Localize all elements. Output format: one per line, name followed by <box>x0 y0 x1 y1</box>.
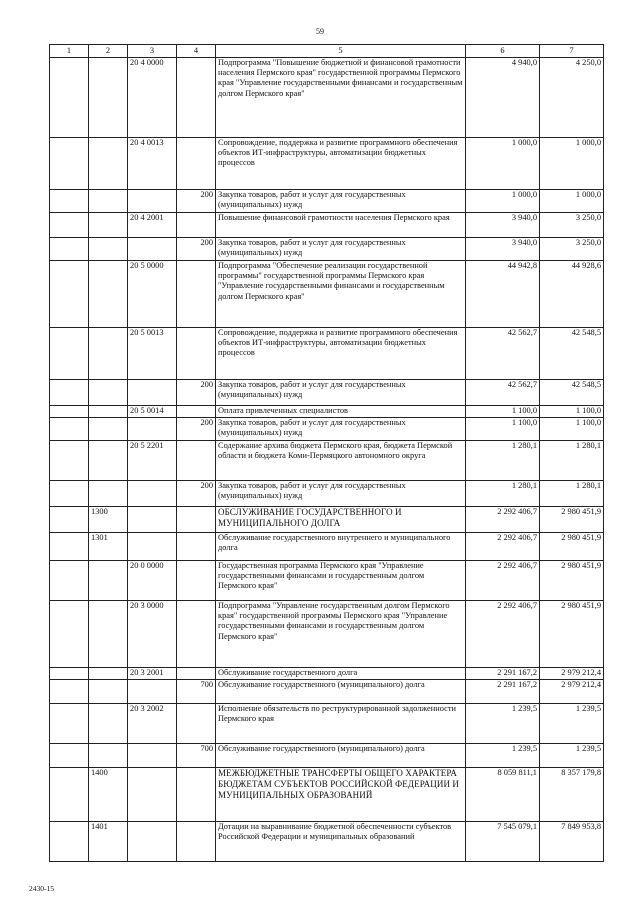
section-cell <box>50 481 89 507</box>
table-row <box>50 507 604 533</box>
document-code: 2430-15 <box>29 884 54 893</box>
section-cell <box>50 768 89 822</box>
table-row <box>50 58 604 138</box>
target-code-cell: 20 3 2001 <box>128 668 177 680</box>
amount-year2-cell: 8 357 179,8 <box>540 768 604 822</box>
amount-year1-cell: 1 239,5 <box>466 744 540 768</box>
description-cell: Закупка товаров, работ и услуг для государственных (муниципальных) нужд <box>216 418 466 441</box>
description-cell: Дотации на выравнивание бюджетной обеспеченности субъектов Российской Федерации и муниципальных образований <box>216 822 466 862</box>
description-cell: Закупка товаров, работ и услуг для государственных (муниципальных) нужд <box>216 380 466 406</box>
expense-type-cell <box>177 58 216 138</box>
section-cell <box>50 138 89 190</box>
amount-year2-cell: 1 000,0 <box>540 190 604 213</box>
table-row <box>50 822 604 862</box>
table-row <box>50 704 604 744</box>
subsection-cell <box>89 406 128 418</box>
subsection-cell <box>89 601 128 668</box>
expense-type-cell <box>177 533 216 561</box>
description-cell: Обслуживание государственного (муниципального) долга <box>216 744 466 768</box>
amount-year2-cell: 2 979 212,4 <box>540 668 604 680</box>
header-cell: 4 <box>177 45 216 58</box>
table-row <box>50 380 604 406</box>
amount-year1-cell: 42 562,7 <box>466 380 540 406</box>
table-row <box>50 418 604 441</box>
table-row <box>50 668 604 680</box>
expense-type-cell: 200 <box>177 190 216 213</box>
expense-type-cell <box>177 138 216 190</box>
target-code-cell: 20 5 0013 <box>128 328 177 380</box>
amount-year1-cell: 3 940,0 <box>466 238 540 261</box>
section-cell <box>50 328 89 380</box>
subsection-cell <box>89 58 128 138</box>
subsection-cell <box>89 213 128 238</box>
description-cell: Государственная программа Пермского края "Управление государственными финансами и государственным долгом Пермского края" <box>216 561 466 601</box>
table-row <box>50 138 604 190</box>
table-row <box>50 561 604 601</box>
amount-year1-cell: 1 280,1 <box>466 441 540 481</box>
target-code-cell <box>128 190 177 213</box>
amount-year1-cell: 8 059 811,1 <box>466 768 540 822</box>
amount-year2-cell: 1 280,1 <box>540 441 604 481</box>
expense-type-cell <box>177 507 216 533</box>
amount-year2-cell: 1 000,0 <box>540 138 604 190</box>
table-row <box>50 533 604 561</box>
amount-year1-cell: 1 000,0 <box>466 138 540 190</box>
subsection-cell <box>89 481 128 507</box>
section-cell <box>50 213 89 238</box>
subsection-cell <box>89 380 128 406</box>
section-cell <box>50 507 89 533</box>
expense-type-cell <box>177 768 216 822</box>
section-cell <box>50 561 89 601</box>
amount-year2-cell: 2 980 451,9 <box>540 533 604 561</box>
amount-year1-cell: 2 291 167,2 <box>466 668 540 680</box>
amount-year2-cell: 3 250,0 <box>540 213 604 238</box>
target-code-cell <box>128 822 177 862</box>
amount-year1-cell: 42 562,7 <box>466 328 540 380</box>
section-cell <box>50 680 89 704</box>
description-cell: Закупка товаров, работ и услуг для государственных (муниципальных) нужд <box>216 481 466 507</box>
amount-year2-cell: 44 928,6 <box>540 261 604 328</box>
description-cell: ОБСЛУЖИВАНИЕ ГОСУДАРСТВЕННОГО И МУНИЦИПАЛЬНОГО ДОЛГА <box>216 507 466 533</box>
expense-type-cell <box>177 406 216 418</box>
table-row <box>50 744 604 768</box>
amount-year1-cell: 7 545 079,1 <box>466 822 540 862</box>
subsection-cell: 1400 <box>89 768 128 822</box>
description-cell: Повышение финансовой грамотности населения Пермского края <box>216 213 466 238</box>
subsection-cell <box>89 561 128 601</box>
expense-type-cell <box>177 441 216 481</box>
description-cell: Обслуживание государственного долга <box>216 668 466 680</box>
description-cell: Закупка товаров, работ и услуг для государственных (муниципальных) нужд <box>216 190 466 213</box>
target-code-cell: 20 5 0014 <box>128 406 177 418</box>
expense-type-cell <box>177 328 216 380</box>
subsection-cell <box>89 668 128 680</box>
target-code-cell <box>128 744 177 768</box>
subsection-cell <box>89 418 128 441</box>
header-cell: 6 <box>466 45 540 58</box>
amount-year1-cell: 2 292 406,7 <box>466 533 540 561</box>
table-row <box>50 601 604 668</box>
section-cell <box>50 406 89 418</box>
subsection-cell <box>89 328 128 380</box>
section-cell <box>50 533 89 561</box>
section-cell <box>50 418 89 441</box>
table-row <box>50 406 604 418</box>
amount-year1-cell: 1 239,5 <box>466 704 540 744</box>
amount-year2-cell: 2 980 451,9 <box>540 561 604 601</box>
table-row <box>50 481 604 507</box>
amount-year2-cell: 1 280,1 <box>540 481 604 507</box>
page-number: 59 <box>316 27 324 36</box>
header-cell: 5 <box>216 45 466 58</box>
description-cell: Оплата привлеченных специалистов <box>216 406 466 418</box>
section-cell <box>50 704 89 744</box>
amount-year2-cell: 1 100,0 <box>540 406 604 418</box>
amount-year1-cell: 2 292 406,7 <box>466 561 540 601</box>
table-row <box>50 441 604 481</box>
subsection-cell: 1401 <box>89 822 128 862</box>
section-cell <box>50 822 89 862</box>
section-cell <box>50 668 89 680</box>
amount-year2-cell: 2 980 451,9 <box>540 507 604 533</box>
amount-year1-cell: 2 291 167,2 <box>466 680 540 704</box>
target-code-cell <box>128 533 177 561</box>
section-cell <box>50 744 89 768</box>
target-code-cell: 20 5 2201 <box>128 441 177 481</box>
target-code-cell: 20 3 2002 <box>128 704 177 744</box>
section-cell <box>50 441 89 481</box>
target-code-cell: 20 4 0000 <box>128 58 177 138</box>
expense-type-cell: 200 <box>177 418 216 441</box>
table-row <box>50 328 604 380</box>
expense-type-cell <box>177 822 216 862</box>
target-code-cell <box>128 680 177 704</box>
description-cell: Обслуживание государственного (муниципального) долга <box>216 680 466 704</box>
expense-type-cell: 200 <box>177 380 216 406</box>
target-code-cell: 20 5 0000 <box>128 261 177 328</box>
amount-year2-cell: 42 548,5 <box>540 380 604 406</box>
table-header-row <box>50 45 604 58</box>
target-code-cell <box>128 481 177 507</box>
description-cell: Исполнение обязательств по реструктурированной задолженности Пермского края <box>216 704 466 744</box>
expense-type-cell <box>177 213 216 238</box>
amount-year2-cell: 1 239,5 <box>540 744 604 768</box>
amount-year1-cell: 3 940,0 <box>466 213 540 238</box>
expense-type-cell: 700 <box>177 680 216 704</box>
section-cell <box>50 190 89 213</box>
amount-year1-cell: 4 940,0 <box>466 58 540 138</box>
expense-type-cell <box>177 561 216 601</box>
subsection-cell <box>89 680 128 704</box>
amount-year2-cell: 1 239,5 <box>540 704 604 744</box>
header-cell: 1 <box>50 45 89 58</box>
target-code-cell <box>128 380 177 406</box>
description-cell: Сопровождение, поддержка и развитие программного обеспечения объектов ИТ-инфраструктуры, автоматизации бюджетных процессов <box>216 328 466 380</box>
description-cell: Сопровождение, поддержка и развитие программного обеспечения объектов ИТ-инфраструктуры, автоматизации бюджетных процессов <box>216 138 466 190</box>
table-row <box>50 238 604 261</box>
section-cell <box>50 601 89 668</box>
amount-year1-cell: 44 942,8 <box>466 261 540 328</box>
subsection-cell: 1301 <box>89 533 128 561</box>
table-row <box>50 768 604 822</box>
target-code-cell: 20 4 0013 <box>128 138 177 190</box>
description-cell: Подпрограмма "Обеспечение реализации государственной программы" государственной программы Пермского края "Управление государственными финансами и государственным долгом Пермского края" <box>216 261 466 328</box>
expense-type-cell: 700 <box>177 744 216 768</box>
amount-year2-cell: 42 548,5 <box>540 328 604 380</box>
amount-year1-cell: 2 292 406,7 <box>466 507 540 533</box>
description-cell: Закупка товаров, работ и услуг для государственных (муниципальных) нужд <box>216 238 466 261</box>
expense-type-cell <box>177 261 216 328</box>
target-code-cell <box>128 768 177 822</box>
expense-type-cell <box>177 601 216 668</box>
expense-type-cell: 200 <box>177 481 216 507</box>
description-cell: МЕЖБЮДЖЕТНЫЕ ТРАНСФЕРТЫ ОБЩЕГО ХАРАКТЕРА БЮДЖЕТАМ СУБЪЕКТОВ РОССИЙСКОЙ ФЕДЕРАЦИИ И МУНИЦИПАЛЬНЫХ ОБРАЗОВАНИЙ <box>216 768 466 822</box>
expense-type-cell <box>177 704 216 744</box>
description-cell: Обслуживание государственного внутреннего и муниципального долга <box>216 533 466 561</box>
header-cell: 2 <box>89 45 128 58</box>
subsection-cell <box>89 138 128 190</box>
amount-year2-cell: 2 980 451,9 <box>540 601 604 668</box>
expense-type-cell <box>177 668 216 680</box>
subsection-cell <box>89 238 128 261</box>
amount-year1-cell: 1 100,0 <box>466 406 540 418</box>
target-code-cell <box>128 507 177 533</box>
description-cell: Подпрограмма "Повышение бюджетной и финансовой грамотности населения Пермского края" государственной программы Пермского края "Управление государственными финансами и государственным долгом Пермского края" <box>216 58 466 138</box>
subsection-cell <box>89 261 128 328</box>
amount-year2-cell: 7 849 953,8 <box>540 822 604 862</box>
amount-year1-cell: 2 292 406,7 <box>466 601 540 668</box>
amount-year1-cell: 1 000,0 <box>466 190 540 213</box>
section-cell <box>50 380 89 406</box>
table-body <box>50 45 604 862</box>
header-cell: 7 <box>540 45 604 58</box>
subsection-cell: 1300 <box>89 507 128 533</box>
subsection-cell <box>89 744 128 768</box>
subsection-cell <box>89 704 128 744</box>
header-cell: 3 <box>128 45 177 58</box>
section-cell <box>50 238 89 261</box>
amount-year2-cell: 2 979 212,4 <box>540 680 604 704</box>
subsection-cell <box>89 190 128 213</box>
target-code-cell: 20 3 0000 <box>128 601 177 668</box>
amount-year2-cell: 3 250,0 <box>540 238 604 261</box>
amount-year1-cell: 1 100,0 <box>466 418 540 441</box>
description-cell: Содержание архива бюджета Пермского края, бюджета Пермской области и бюджета Коми-Пермяцкого автономного округа <box>216 441 466 481</box>
table-row <box>50 680 604 704</box>
amount-year2-cell: 1 100,0 <box>540 418 604 441</box>
table-row <box>50 261 604 328</box>
target-code-cell: 20 4 2001 <box>128 213 177 238</box>
target-code-cell <box>128 238 177 261</box>
section-cell <box>50 58 89 138</box>
target-code-cell: 20 0 0000 <box>128 561 177 601</box>
expense-type-cell: 200 <box>177 238 216 261</box>
subsection-cell <box>89 441 128 481</box>
section-cell <box>50 261 89 328</box>
amount-year1-cell: 1 280,1 <box>466 481 540 507</box>
target-code-cell <box>128 418 177 441</box>
description-cell: Подпрограмма "Управление государственным долгом Пермского края" государственной программы Пермского края "Управление государственными финансами и государственным долгом Пермского края" <box>216 601 466 668</box>
table-row <box>50 190 604 213</box>
budget-table <box>49 44 604 862</box>
table-row <box>50 213 604 238</box>
amount-year2-cell: 4 250,0 <box>540 58 604 138</box>
